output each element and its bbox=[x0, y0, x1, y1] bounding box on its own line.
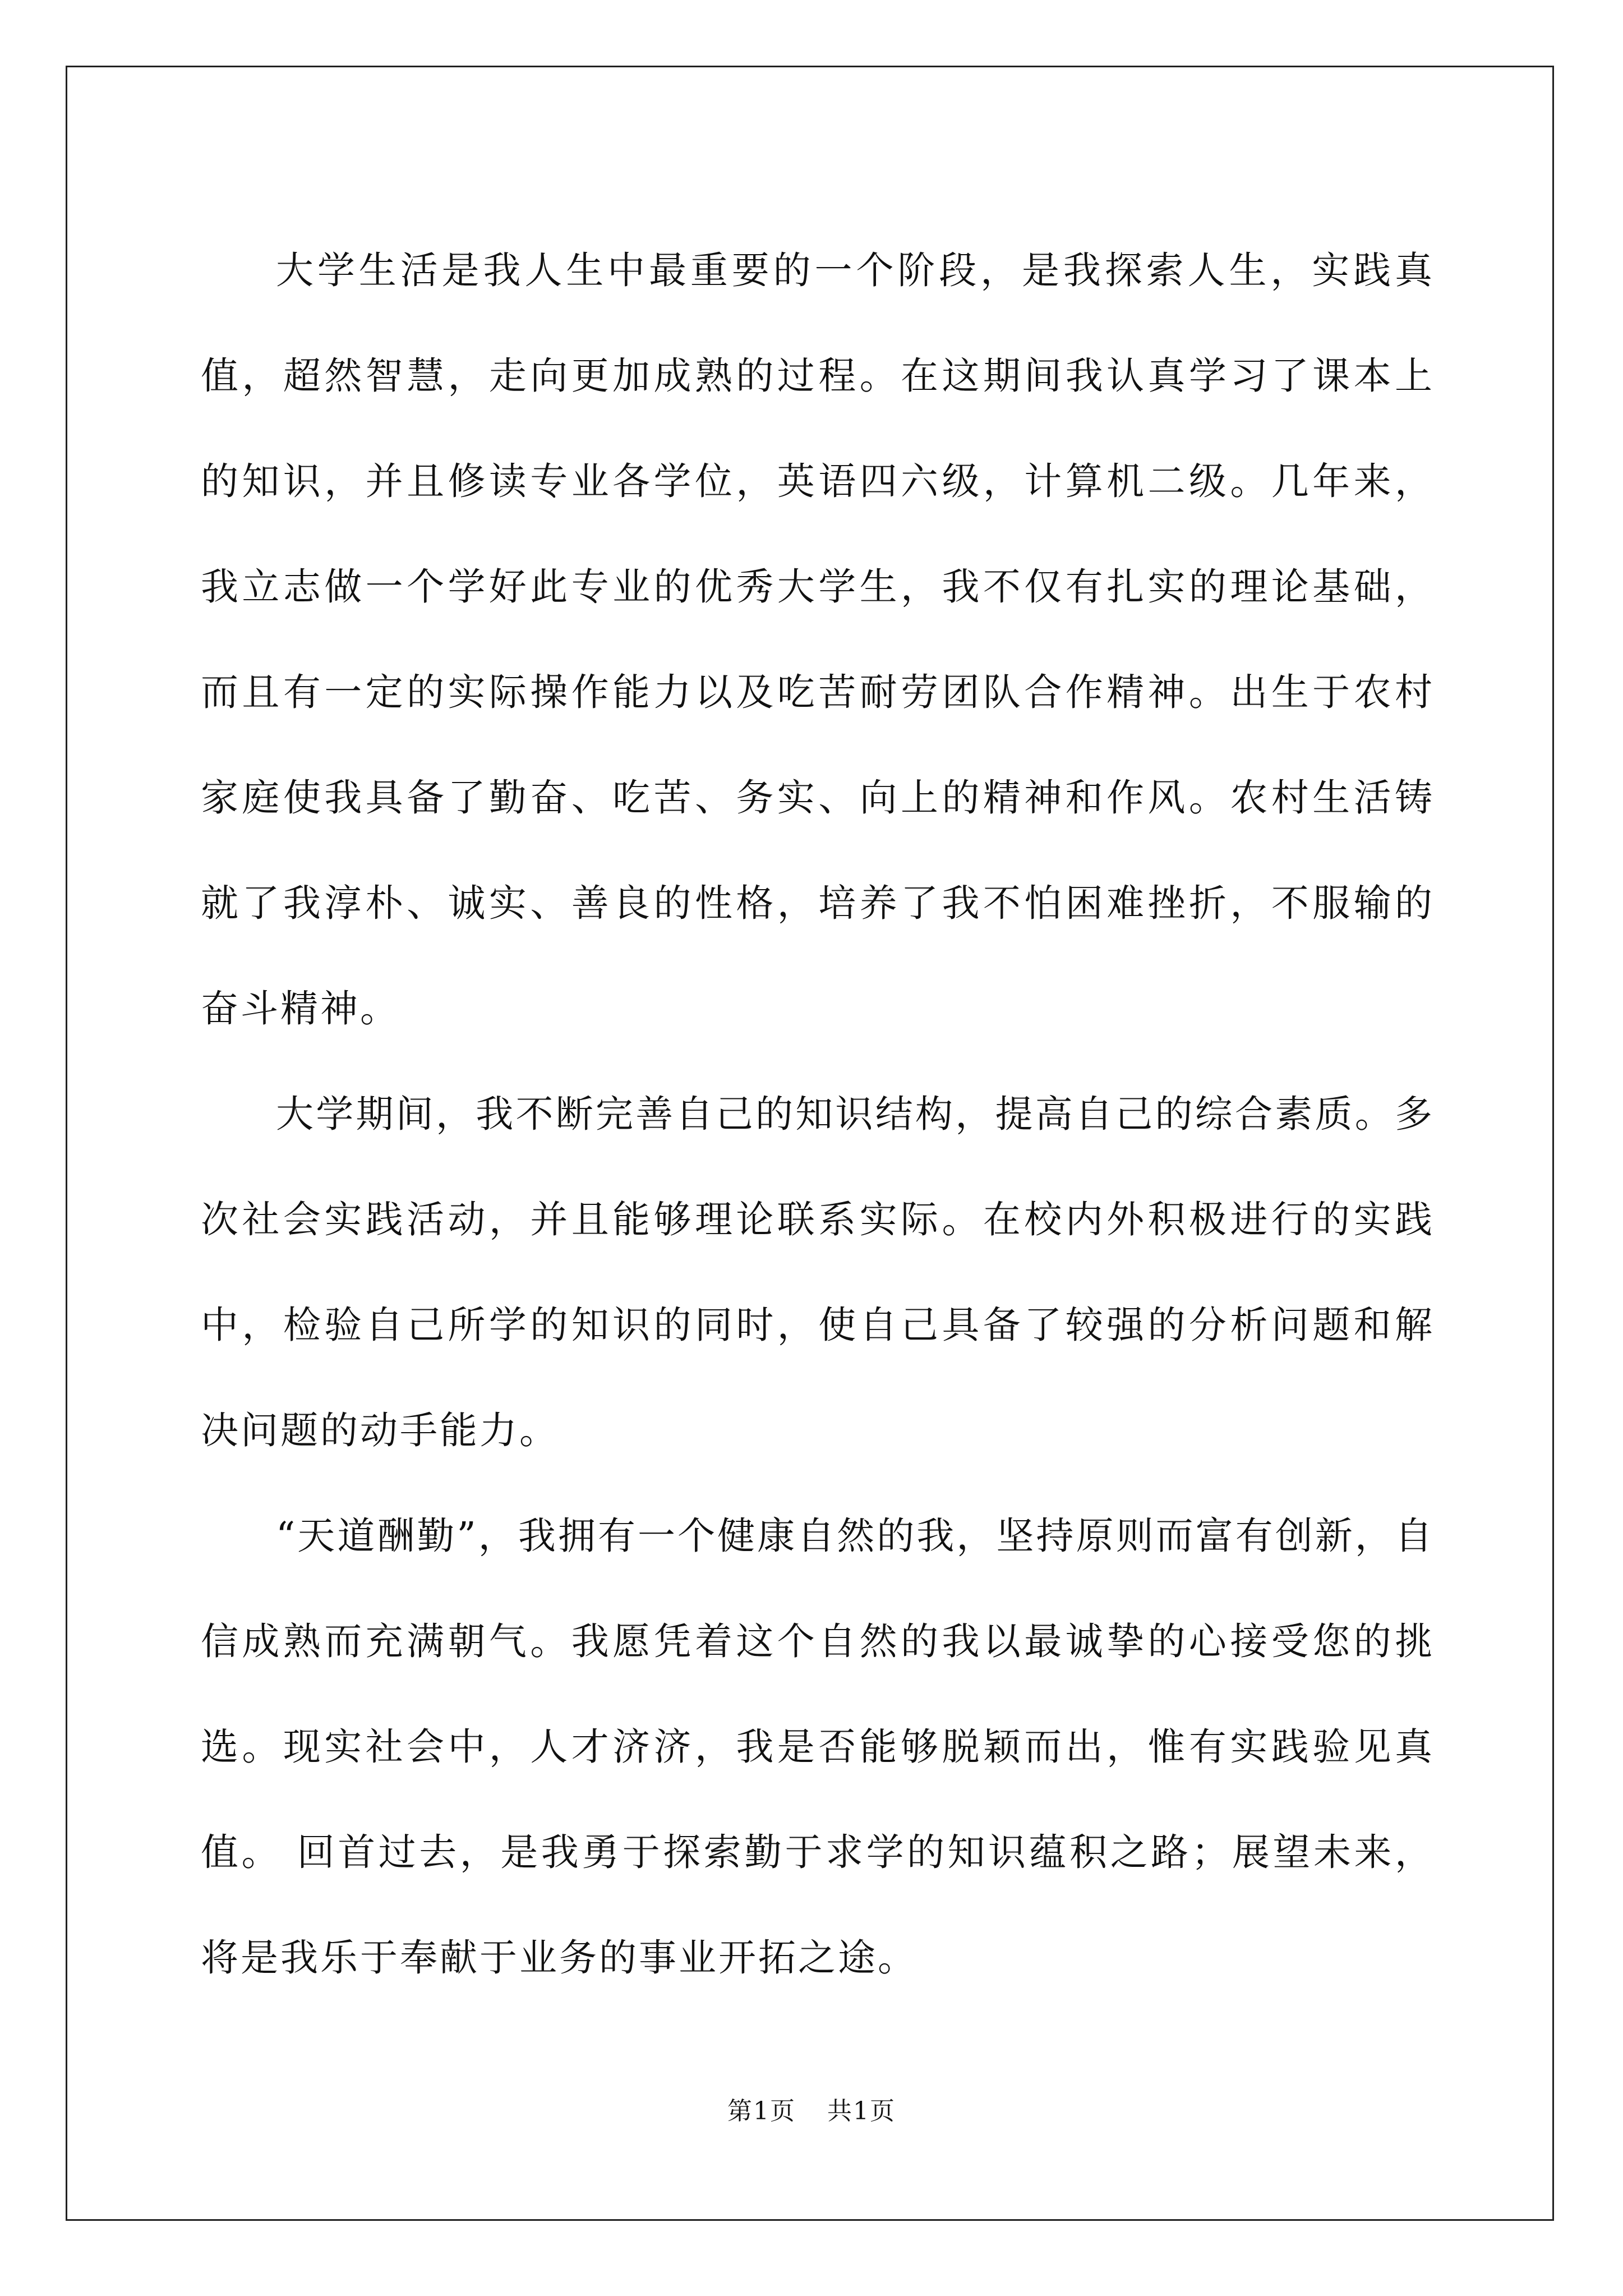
document-body bbox=[201, 218, 1435, 2010]
page-number-total: 共1页 bbox=[827, 2097, 896, 2125]
paragraph-3: “天道酬勤”，我拥有一个健康自然的我，坚持原则而富有创新，自信成熟而充满朝气。我愿凭着这个自然的我以最诚挚的心接受您的挑选。现实社会中，人才济济，我是否能够脱颖而出，惟有实践验见真值。 回首过去，是我勇于探索勤于求学的知识蕴积之路；展望未来，将是我乐于奉献于业务的事业开拓之途。 bbox=[201, 1514, 1435, 1980]
paragraph-1: 大学生活是我人生中最重要的一个阶段，是我探索人生，实践真值，超然智慧，走向更加成熟的过程。在这期间我认真学习了课本上的知识，并且修读专业各学位，英语四六级，计算机二级。几年来，我立志做一个学好此专业的优秀大学生，我不仅有扎实的理论基础，而且有一定的实际操作能力以及吃苦耐劳团队合作精神。出生于农村家庭使我具备了勤奋、吃苦、务实、向上的精神和作风。农村生活铸就了我淳朴、诚实、善良的性格，培养了我不怕困难挫折，不服输的奋斗精神。 bbox=[201, 249, 1435, 1030]
page-number-current: 第1页 bbox=[727, 2097, 796, 2125]
page-footer bbox=[0, 2095, 1623, 2128]
paragraph-2: 大学期间，我不断完善自己的知识结构，提高自己的综合素质。多次社会实践活动，并且能够理论联系实际。在校内外积极进行的实践中，检验自己所学的知识的同时，使自己具备了较强的分析问题和解决问题的动手能力。 bbox=[201, 1092, 1435, 1452]
